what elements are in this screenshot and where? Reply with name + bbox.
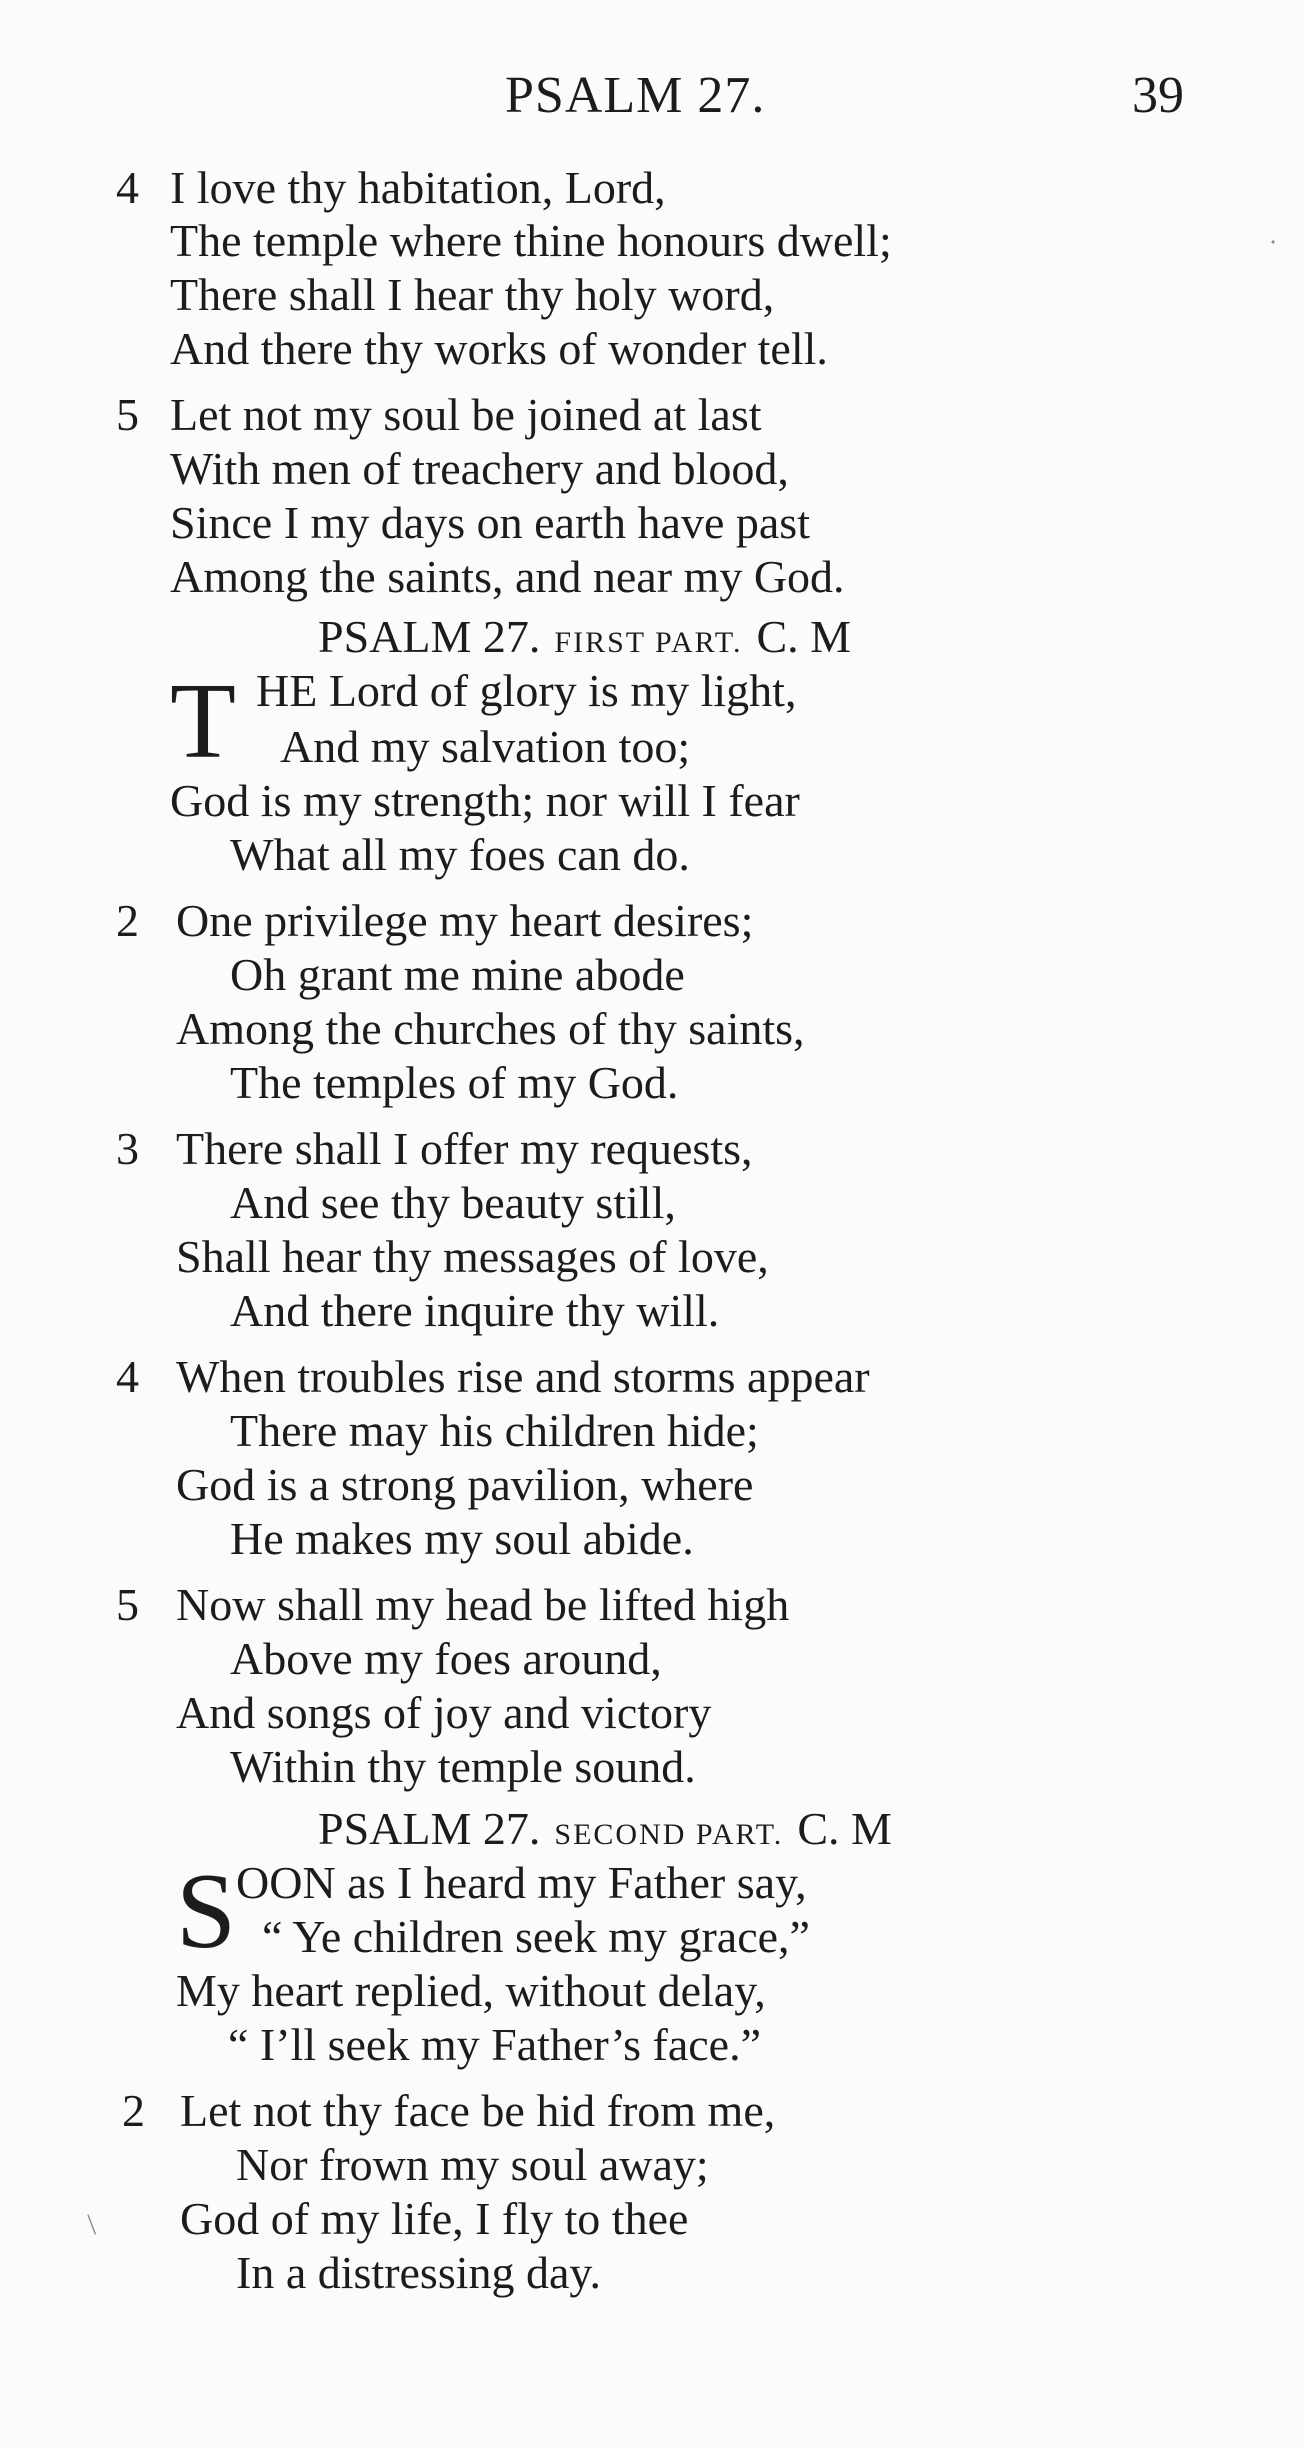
verse-line: And there thy works of wonder tell. bbox=[170, 323, 828, 374]
verse-line: What all my foes can do. bbox=[230, 829, 690, 880]
stray-mark: ˙ bbox=[1268, 234, 1278, 267]
verse-line: My heart replied, without delay, bbox=[176, 1965, 766, 2016]
verse-line: With men of treachery and blood, bbox=[170, 443, 789, 494]
verse-line: There may his children hide; bbox=[230, 1405, 759, 1456]
part-label: FIRST PART. bbox=[554, 626, 743, 659]
verse-line: There shall I offer my requests, bbox=[176, 1123, 753, 1174]
verse-line: Now shall my head be lifted high bbox=[176, 1579, 790, 1630]
drop-cap: T bbox=[170, 662, 236, 781]
verse-line: Let not my soul be joined at last bbox=[170, 389, 762, 440]
verse-line: Among the churches of thy saints, bbox=[176, 1003, 805, 1054]
stanza-number: 4 bbox=[116, 1351, 139, 1402]
stanza-number: 5 bbox=[116, 1579, 139, 1630]
verse-line: And my salvation too; bbox=[280, 721, 691, 772]
verse-line: Shall hear thy messages of love, bbox=[176, 1231, 769, 1282]
verse-line: I love thy habitation, Lord, bbox=[170, 162, 666, 213]
verse-line: HE Lord of glory is my light, bbox=[256, 665, 797, 716]
verse-line: And there inquire thy will. bbox=[230, 1285, 720, 1336]
stanza-number: 2 bbox=[116, 895, 139, 946]
verse-line: There shall I hear thy holy word, bbox=[170, 269, 775, 320]
psalm-heading-second-part bbox=[318, 1803, 892, 1854]
meter-label: C. M bbox=[756, 611, 852, 662]
psalm-title: PSALM 27. bbox=[318, 611, 541, 662]
verse-line: He makes my soul abide. bbox=[230, 1513, 694, 1564]
stanza-number: 5 bbox=[116, 389, 139, 440]
verse-line: Above my foes around, bbox=[230, 1633, 662, 1684]
verse-line: God is my strength; nor will I fear bbox=[170, 775, 800, 826]
stanza-number: 3 bbox=[116, 1123, 139, 1174]
verse-line: OON as I heard my Father say, bbox=[236, 1857, 807, 1908]
verse-line: The temple where thine honours dwell; bbox=[170, 215, 892, 266]
verse-line: Among the saints, and near my God. bbox=[170, 551, 845, 602]
verse-line: One privilege my heart desires; bbox=[176, 895, 754, 946]
psalm-heading-first-part bbox=[318, 611, 852, 662]
page-header bbox=[0, 67, 1303, 140]
verse-line: Let not thy face be hid from me, bbox=[180, 2085, 776, 2136]
verse-line: When troubles rise and storms appear bbox=[176, 1351, 870, 1402]
verse-line: Nor frown my soul away; bbox=[236, 2139, 709, 2190]
psalm-title: PSALM 27. bbox=[318, 1803, 541, 1854]
stanza-number: 2 bbox=[122, 2085, 145, 2136]
verse-line: “ I’ll seek my Father’s face.” bbox=[228, 2019, 762, 2070]
verse-line: Since I my days on earth have past bbox=[170, 497, 810, 548]
verse-line: Within thy temple sound. bbox=[230, 1741, 696, 1792]
verse-line: God of my life, I fly to thee bbox=[180, 2193, 689, 2244]
verse-line: God is a strong pavilion, where bbox=[176, 1459, 754, 1510]
verse-line: The temples of my God. bbox=[230, 1057, 679, 1108]
meter-label: C. M bbox=[797, 1803, 892, 1854]
stray-mark: / bbox=[78, 2209, 106, 2240]
verse-line: “ Ye children seek my grace,” bbox=[262, 1911, 810, 1962]
page-number: 39 bbox=[1132, 67, 1184, 124]
verse-line: In a distressing day. bbox=[236, 2247, 601, 2298]
stanza-number: 4 bbox=[116, 162, 139, 213]
drop-cap: S bbox=[176, 1852, 237, 1971]
verse-line: And see thy beauty still, bbox=[230, 1177, 676, 1228]
verse-line: Oh grant me mine abode bbox=[230, 949, 685, 1000]
running-head: PSALM 27. bbox=[505, 67, 766, 124]
part-label: SECOND PART. bbox=[554, 1818, 784, 1851]
verse-line: And songs of joy and victory bbox=[176, 1687, 712, 1738]
